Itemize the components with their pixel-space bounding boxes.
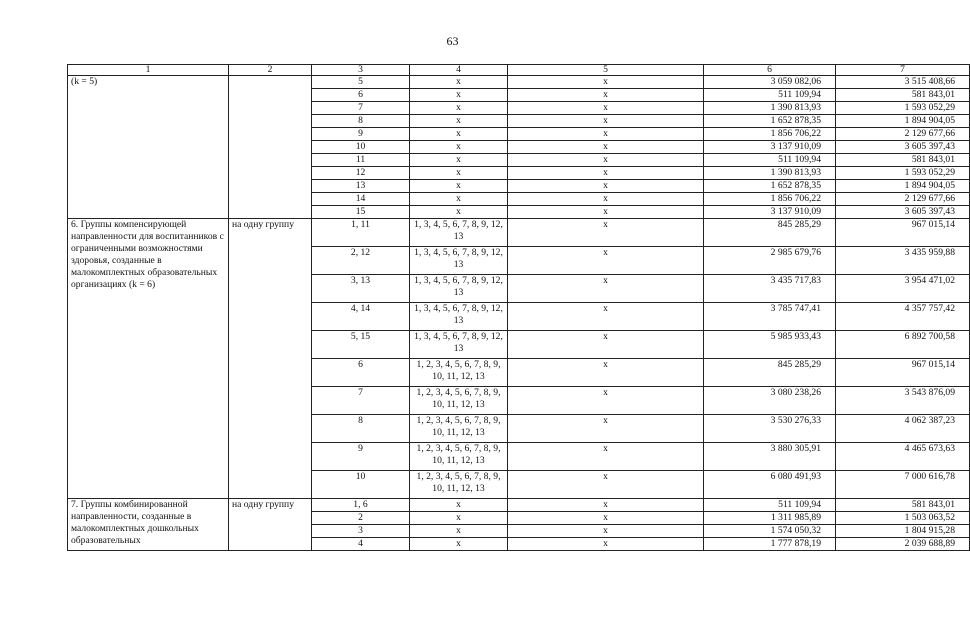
cell-col6: 1 856 706,22 <box>704 128 836 141</box>
cell-col5: х <box>508 193 704 206</box>
cell-col3: 3 <box>312 525 410 538</box>
cell-col6: 511 109,94 <box>704 89 836 102</box>
cell-col5: х <box>508 275 704 303</box>
cell-col5: х <box>508 141 704 154</box>
cell-col6: 845 285,29 <box>704 219 836 247</box>
cell-col6: 3 435 717,83 <box>704 275 836 303</box>
cell-col3: 12 <box>312 167 410 180</box>
cell-col5: х <box>508 303 704 331</box>
cell-col6: 845 285,29 <box>704 359 836 387</box>
cell-col3: 7 <box>312 387 410 415</box>
cell-col5: х <box>508 154 704 167</box>
page-number: 63 <box>446 34 459 48</box>
cell-col6: 1 777 878,19 <box>704 538 836 551</box>
cell-col4: х <box>410 154 508 167</box>
cell-col3: 6 <box>312 89 410 102</box>
cell-col4: х <box>410 193 508 206</box>
cell-col5: х <box>508 89 704 102</box>
cell-col4: х <box>410 102 508 115</box>
cell-col7: 2 039 688,89 <box>836 538 970 551</box>
cell-col6: 3 137 910,09 <box>704 206 836 219</box>
cell-col7: 1 593 052,29 <box>836 102 970 115</box>
cell-col3: 8 <box>312 415 410 443</box>
cell-col7: 1 894 904,05 <box>836 180 970 193</box>
column-header: 1 <box>68 65 229 76</box>
cell-col5: х <box>508 512 704 525</box>
cell-col3: 4 <box>312 538 410 551</box>
cell-col6: 1 390 813,93 <box>704 102 836 115</box>
cell-col4: х <box>410 525 508 538</box>
cell-col5: х <box>508 128 704 141</box>
group-description: 7. Группы комбинированной направленности, созданные в малокомплектных дошкольных образовательных <box>68 499 229 551</box>
cell-col3: 15 <box>312 206 410 219</box>
cell-col3: 3, 13 <box>312 275 410 303</box>
cell-col7: 2 129 677,66 <box>836 193 970 206</box>
cell-col4: х <box>410 76 508 89</box>
cell-col4: 1, 3, 4, 5, 6, 7, 8, 9, 12, 13 <box>410 219 508 247</box>
cell-col5: х <box>508 443 704 471</box>
table-row <box>68 76 970 89</box>
cell-col6: 3 880 305,91 <box>704 443 836 471</box>
cell-col5: х <box>508 180 704 193</box>
cell-col6: 1 652 878,35 <box>704 180 836 193</box>
cell-col3: 9 <box>312 443 410 471</box>
cell-col5: х <box>508 471 704 499</box>
cell-col4: 1, 2, 3, 4, 5, 6, 7, 8, 9, 10, 11, 12, 13 <box>410 443 508 471</box>
cell-col4: х <box>410 141 508 154</box>
cell-col3: 5 <box>312 76 410 89</box>
cell-col3: 1, 11 <box>312 219 410 247</box>
cell-col7: 581 843,01 <box>836 154 970 167</box>
cell-col6: 511 109,94 <box>704 154 836 167</box>
cell-col3: 11 <box>312 154 410 167</box>
cell-col7: 1 593 052,29 <box>836 167 970 180</box>
cell-col7: 3 435 959,88 <box>836 247 970 275</box>
cell-col3: 14 <box>312 193 410 206</box>
cell-col7: 4 357 757,42 <box>836 303 970 331</box>
column-header: 2 <box>229 65 312 76</box>
cell-col4: х <box>410 115 508 128</box>
cell-col3: 1, 6 <box>312 499 410 512</box>
cell-col7: 1 804 915,28 <box>836 525 970 538</box>
cell-col7: 2 129 677,66 <box>836 128 970 141</box>
cell-col5: х <box>508 331 704 359</box>
cell-col6: 5 985 933,43 <box>704 331 836 359</box>
column-header: 7 <box>836 65 970 76</box>
cell-col5: х <box>508 499 704 512</box>
cell-col4: х <box>410 167 508 180</box>
group-unit <box>229 76 312 219</box>
cell-col6: 1 311 985,89 <box>704 512 836 525</box>
cell-col5: х <box>508 102 704 115</box>
cell-col7: 3 605 397,43 <box>836 206 970 219</box>
cell-col4: х <box>410 538 508 551</box>
cell-col4: х <box>410 206 508 219</box>
data-table <box>67 64 970 551</box>
cell-col5: х <box>508 76 704 89</box>
cell-col5: х <box>508 525 704 538</box>
cell-col7: 967 015,14 <box>836 219 970 247</box>
cell-col3: 4, 14 <box>312 303 410 331</box>
cell-col3: 7 <box>312 102 410 115</box>
cell-col6: 1 574 050,32 <box>704 525 836 538</box>
table-row <box>68 499 970 512</box>
cell-col6: 6 080 491,93 <box>704 471 836 499</box>
cell-col4: х <box>410 89 508 102</box>
cell-col4: 1, 2, 3, 4, 5, 6, 7, 8, 9, 10, 11, 12, 13 <box>410 415 508 443</box>
cell-col6: 3 530 276,33 <box>704 415 836 443</box>
cell-col4: 1, 2, 3, 4, 5, 6, 7, 8, 9, 10, 11, 12, 13 <box>410 471 508 499</box>
cell-col3: 10 <box>312 141 410 154</box>
cell-col5: х <box>508 538 704 551</box>
cell-col5: х <box>508 219 704 247</box>
cell-col4: 1, 3, 4, 5, 6, 7, 8, 9, 12, 13 <box>410 247 508 275</box>
cell-col5: х <box>508 359 704 387</box>
cell-col3: 8 <box>312 115 410 128</box>
cell-col5: х <box>508 206 704 219</box>
cell-col5: х <box>508 167 704 180</box>
cell-col7: 4 465 673,63 <box>836 443 970 471</box>
group-description: (k = 5) <box>68 76 229 219</box>
cell-col7: 7 000 616,78 <box>836 471 970 499</box>
cell-col7: 3 605 397,43 <box>836 141 970 154</box>
group-unit: на одну группу <box>229 219 312 499</box>
cell-col4: 1, 2, 3, 4, 5, 6, 7, 8, 9, 10, 11, 12, 13 <box>410 359 508 387</box>
cell-col6: 2 985 679,76 <box>704 247 836 275</box>
cell-col3: 5, 15 <box>312 331 410 359</box>
cell-col7: 3 515 408,66 <box>836 76 970 89</box>
column-header: 5 <box>508 65 704 76</box>
cell-col7: 1 503 063,52 <box>836 512 970 525</box>
cell-col3: 13 <box>312 180 410 193</box>
cell-col3: 9 <box>312 128 410 141</box>
group-unit: на одну группу <box>229 499 312 551</box>
cell-col7: 6 892 700,58 <box>836 331 970 359</box>
cell-col6: 3 785 747,41 <box>704 303 836 331</box>
cell-col7: 3 543 876,09 <box>836 387 970 415</box>
cell-col4: х <box>410 512 508 525</box>
column-header: 3 <box>312 65 410 76</box>
cell-col7: 3 954 471,02 <box>836 275 970 303</box>
group-description: 6. Группы компенсирующей направленности для воспитанников с ограниченными возможностями здоровья, созданные в малокомплектных образовательных организациях (k = 6) <box>68 219 229 499</box>
cell-col5: х <box>508 415 704 443</box>
cell-col6: 1 390 813,93 <box>704 167 836 180</box>
cell-col3: 2 <box>312 512 410 525</box>
cell-col7: 1 894 904,05 <box>836 115 970 128</box>
cell-col4: 1, 3, 4, 5, 6, 7, 8, 9, 12, 13 <box>410 303 508 331</box>
cell-col4: 1, 3, 4, 5, 6, 7, 8, 9, 12, 13 <box>410 275 508 303</box>
cell-col4: х <box>410 499 508 512</box>
cell-col4: 1, 3, 4, 5, 6, 7, 8, 9, 12, 13 <box>410 331 508 359</box>
cell-col4: 1, 2, 3, 4, 5, 6, 7, 8, 9, 10, 11, 12, 13 <box>410 387 508 415</box>
cell-col3: 6 <box>312 359 410 387</box>
column-header: 4 <box>410 65 508 76</box>
cell-col6: 1 856 706,22 <box>704 193 836 206</box>
header-row <box>68 65 970 76</box>
cell-col7: 581 843,01 <box>836 89 970 102</box>
cell-col5: х <box>508 247 704 275</box>
cell-col6: 3 137 910,09 <box>704 141 836 154</box>
cell-col7: 581 843,01 <box>836 499 970 512</box>
cell-col7: 967 015,14 <box>836 359 970 387</box>
cell-col6: 3 059 082,06 <box>704 76 836 89</box>
cell-col5: х <box>508 387 704 415</box>
cell-col4: х <box>410 180 508 193</box>
column-header: 6 <box>704 65 836 76</box>
table-body <box>68 65 970 551</box>
cell-col5: х <box>508 115 704 128</box>
cell-col7: 4 062 387,23 <box>836 415 970 443</box>
cell-col3: 10 <box>312 471 410 499</box>
cell-col4: х <box>410 128 508 141</box>
cell-col6: 3 080 238,26 <box>704 387 836 415</box>
cell-col3: 2, 12 <box>312 247 410 275</box>
cell-col6: 511 109,94 <box>704 499 836 512</box>
cell-col6: 1 652 878,35 <box>704 115 836 128</box>
table-row <box>68 219 970 247</box>
